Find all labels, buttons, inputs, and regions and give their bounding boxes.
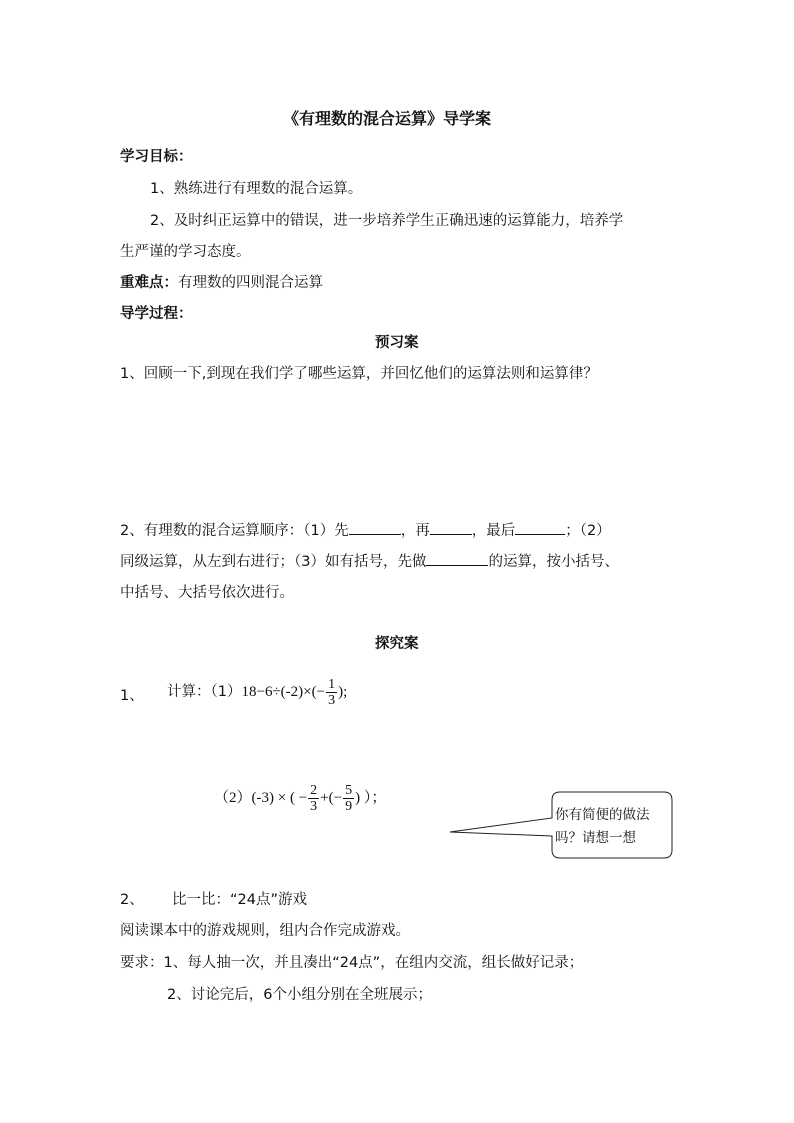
explore-item-2-number: 2、 <box>120 892 144 908</box>
q2-text-3: ，最后 <box>471 523 516 539</box>
fraction-two-thirds: $\frac{2}{3}$ <box>310 782 318 814</box>
objective-item-2-line2: 生严谨的学习态度。 <box>120 244 251 260</box>
blank-brackets[interactable] <box>426 551 488 566</box>
blank-then[interactable] <box>430 520 472 535</box>
explore-item-2-text: 比一比：“24点”游戏 <box>172 892 307 908</box>
page-title: 《有理数的混合运算》导学案 <box>283 109 492 128</box>
preview-question-2-line2 <box>120 550 619 571</box>
requirement-1: 要求：1、每人抽一次，并且凑出“24点”，在组内交流，组长做好记录； <box>120 955 584 971</box>
preview-heading: 预习案 <box>375 335 419 351</box>
blank-last[interactable] <box>515 520 565 535</box>
key-points-text: 有理数的四则混合运算 <box>178 275 323 291</box>
q2-text-2: ，再 <box>400 523 430 539</box>
q2-line2-text-a: 同级运算，从左到右进行；（3）如有括号，先做 <box>120 554 427 570</box>
q2-line2-text-b: 的运算，按小括号、 <box>488 554 619 570</box>
expr1-prefix: 18−6÷(-2)×(− <box>241 684 326 700</box>
explore-item-1-number: 1、 <box>120 688 144 704</box>
fraction-one-third: $\frac{1}{3}$ <box>328 676 336 708</box>
explore-item-1-expression-2 <box>214 782 386 814</box>
key-points <box>120 271 323 292</box>
expr2-prefix: （2）(-3) × ( − <box>214 790 308 806</box>
expr1-suffix: ); <box>338 684 348 700</box>
preview-question-2-line1 <box>120 519 611 540</box>
expr2-mid: +(− <box>320 790 343 806</box>
objective-item-2-line1: 2、及时纠正运算中的错误，进一步培养学生正确迅速的运算能力，培养学 <box>150 213 624 229</box>
expr2-suffix: ) ）； <box>355 790 387 806</box>
game-rules-text: 阅读课本中的游戏规则，组内合作完成游戏。 <box>120 923 410 939</box>
preview-question-2-line3: 中括号、大括号依次进行。 <box>120 585 294 601</box>
blank-first[interactable] <box>349 520 401 535</box>
objective-item-1: 1、熟练进行有理数的混合运算。 <box>150 181 363 197</box>
fraction-five-ninths: $\frac{5}{9}$ <box>345 782 353 814</box>
calc-label: 计算：（1） <box>167 684 242 700</box>
requirement-2: 2、讨论完后，6个小组分别在全班展示； <box>167 987 432 1003</box>
objectives-heading: 学习目标： <box>120 149 193 165</box>
callout-line-2: 吗？请想一想 <box>555 830 636 846</box>
q2-text-1: 2、有理数的混合运算顺序：（1）先 <box>120 523 349 539</box>
explore-item-1-expression <box>167 676 347 708</box>
process-heading: 导学过程： <box>120 306 193 322</box>
key-points-label: 重难点： <box>120 275 178 291</box>
q2-text-4: ；（2） <box>565 523 611 539</box>
explore-heading: 探究案 <box>375 636 419 652</box>
callout-line-1: 你有简便的做法 <box>555 807 650 823</box>
preview-question-1: 1、回顾一下,到现在我们学了哪些运算，并回忆他们的运算法则和运算律？ <box>120 366 598 382</box>
